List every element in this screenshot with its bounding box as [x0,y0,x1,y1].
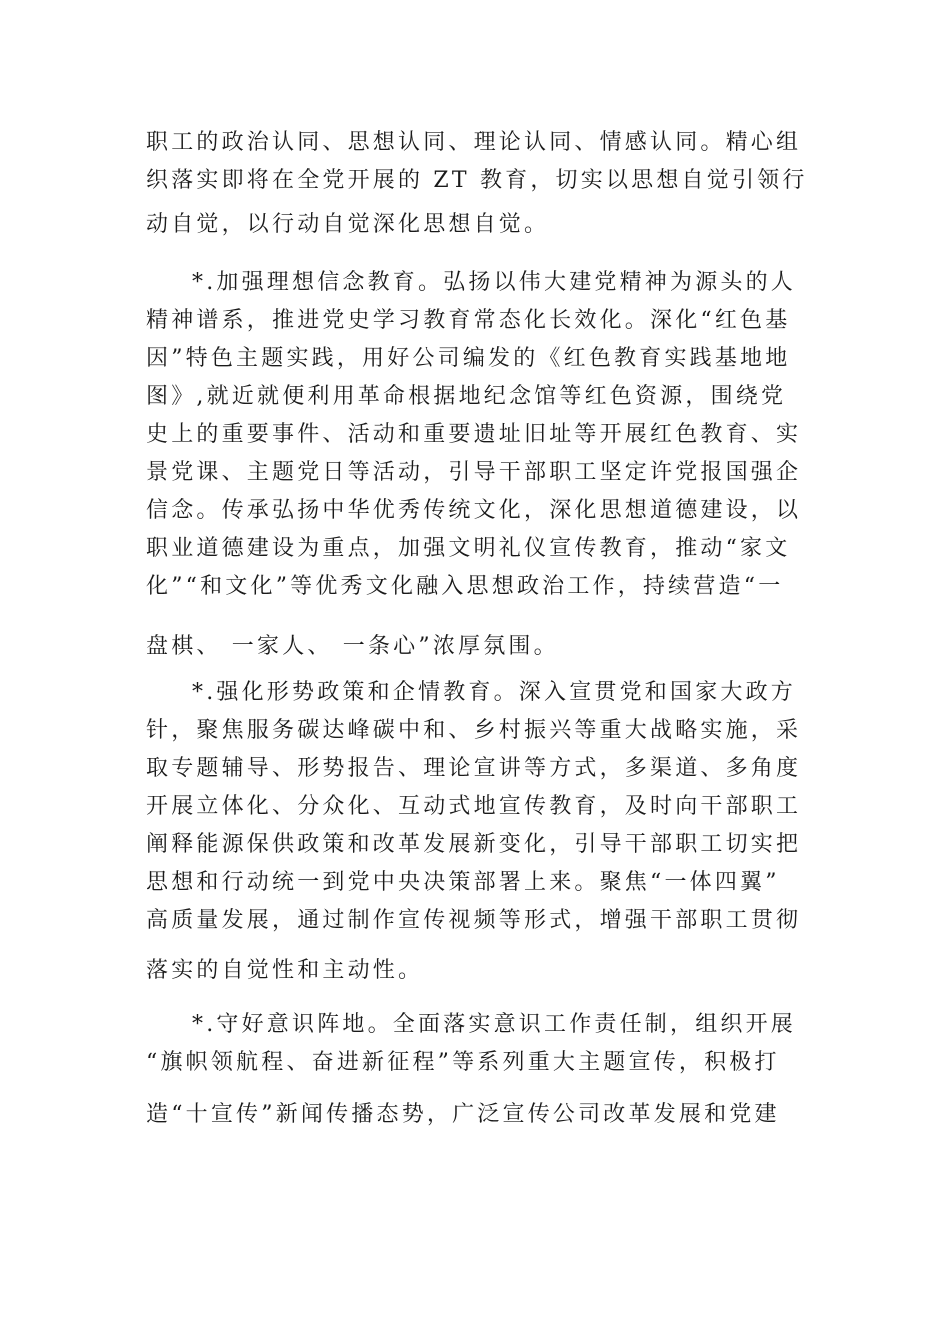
text-line: 职工的政治认同、思想认同、理论认同、情感认同。精心组 [146,130,802,155]
text-line: 信念。传承弘扬中华优秀传统文化，深化思想道德建设，以 [146,498,802,523]
text-line: “旗帜领航程、奋进新征程”等系列重大主题宣传，积极打 [146,1050,780,1075]
text-line: 造“十宣传”新闻传播态势，广泛宣传公司改革发展和党建 [146,1102,780,1127]
text-line: 落实的自觉性和主动性。 [146,958,424,983]
text-line: 织落实即将在全党开展的 ZT 教育，切实以思想自觉引领行 [146,168,808,193]
text-line: 史上的重要事件、活动和重要遗址旧址等开展红色教育、实 [146,422,802,447]
text-line: 因”特色主题实践，用好公司编发的《红色教育实践基地地 [146,346,791,371]
paragraph-heading-line: *.加强理想信念教育。弘扬以伟大建党精神为源头的人 [192,270,796,295]
paragraph-heading-line: *.强化形势政策和企情教育。深入宣贯党和国家大政方 [192,680,796,705]
text-line: 针，聚焦服务碳达峰碳中和、乡村振兴等重大战略实施，采 [146,718,802,743]
text-line: 图》,就近就便利用革命根据地纪念馆等红色资源，围绕党 [146,384,787,409]
text-line: 盘棋、 一家人、 一条心”浓厚氛围。 [146,634,559,659]
text-line: 职业道德建设为重点，加强文明礼仪宣传教育，推动“家文 [146,536,791,561]
text-line: 精神谱系，推进党史学习教育常态化长效化。深化“红色基 [146,308,791,333]
text-line: 化”“和文化”等优秀文化融入思想政治工作，持续营造“一 [146,574,784,599]
text-line: 取专题辅导、形势报告、理论宣讲等方式，多渠道、多角度 [146,756,802,781]
text-line: 开展立体化、分众化、互动式地宣传教育，及时向干部职工 [146,794,802,819]
paragraph-heading-line: *.守好意识阵地。全面落实意识工作责任制，组织开展 [192,1012,796,1037]
text-line: 景党课、主题党日等活动，引导干部职工坚定许党报国强企 [146,460,802,485]
text-line: 思想和行动统一到党中央决策部署上来。聚焦“一体四翼” [146,870,780,895]
text-line: 高质量发展，通过制作宣传视频等形式，增强干部职工贯彻 [146,908,802,933]
text-line: 阐释能源保供政策和改革发展新变化，引导干部职工切实把 [146,832,802,857]
text-line: 动自觉，以行动自觉深化思想自觉。 [146,212,550,237]
